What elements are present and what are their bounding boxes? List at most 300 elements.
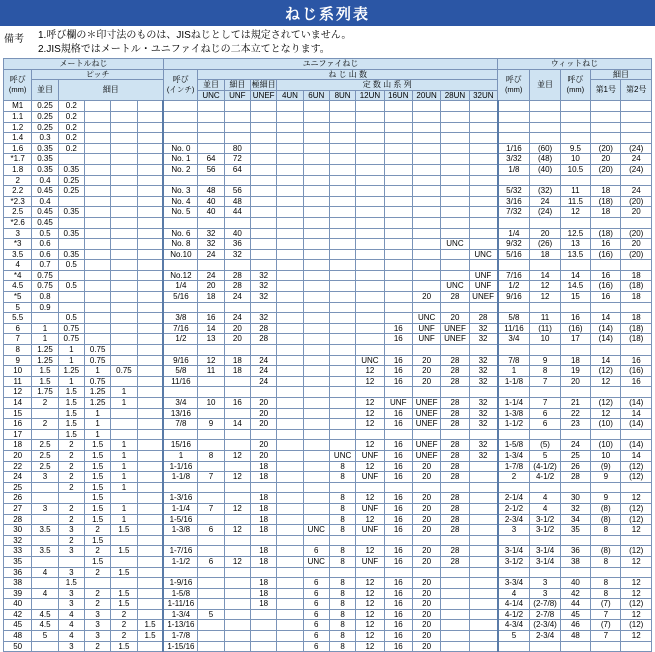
unified-series-cell	[356, 334, 384, 345]
metric-fine-cell: 0.35	[58, 164, 84, 175]
unified-series-cell	[469, 461, 497, 472]
unified-series-cell	[356, 186, 384, 197]
unified-series-cell	[469, 217, 497, 228]
whitworth-no1-cell	[591, 567, 621, 578]
unified-unf-cell: 12	[224, 556, 250, 567]
whitworth-call-cell: 3-1/2	[498, 556, 530, 567]
metric-fine-cell	[137, 133, 163, 144]
metric-call-cell: 2.5	[4, 207, 32, 218]
metric-fine-cell	[137, 345, 163, 356]
unified-series-cell	[412, 535, 440, 546]
unified-series-cell: 28	[441, 556, 469, 567]
unified-call-cell: 7/16	[163, 323, 197, 334]
unified-series-cell: 6	[303, 578, 329, 589]
unified-series-cell: UNC	[303, 556, 329, 567]
metric-fine-cell	[111, 376, 137, 387]
metric-fine-cell	[58, 556, 84, 567]
whitworth-coarse-cell	[530, 122, 560, 133]
unified-call-cell: No.10	[163, 249, 197, 260]
unified-series-cell	[469, 239, 497, 250]
whitworth-no2-cell	[621, 101, 652, 112]
unified-series-cell	[441, 249, 469, 260]
whitworth-coarse-cell	[530, 217, 560, 228]
unified-unef-cell	[251, 207, 277, 218]
metric-fine-cell	[111, 556, 137, 567]
metric-fine-cell: 3	[84, 620, 110, 631]
whitworth-no2-cell: (14)	[621, 440, 652, 451]
metric-fine-cell	[137, 609, 163, 620]
unified-unc-cell: 64	[198, 154, 224, 165]
unified-series-cell: 20	[412, 514, 440, 525]
whitworth-coarse-cell: 9	[530, 355, 560, 366]
unified-series-cell	[469, 101, 497, 112]
unified-unc-cell	[198, 101, 224, 112]
whitworth-coarse-cell: 18	[530, 249, 560, 260]
unified-unef-cell: 32	[251, 292, 277, 303]
unified-unf-cell: 28	[224, 270, 250, 281]
metric-fine-cell: 0.75	[111, 366, 137, 377]
unified-series-cell: 28	[469, 313, 497, 324]
unified-series-cell	[303, 228, 329, 239]
metric-coarse-cell: 0.3	[32, 133, 58, 144]
whitworth-no2-cell: (14)	[621, 398, 652, 409]
unified-series-cell	[469, 133, 497, 144]
unified-series-cell	[277, 599, 303, 610]
metric-call-cell: *1.7	[4, 154, 32, 165]
unified-series-cell	[412, 567, 440, 578]
unified-series-cell: 16	[384, 599, 412, 610]
whitworth-no2-cell: (24)	[621, 143, 652, 154]
metric-fine-cell: 1.5	[58, 387, 84, 398]
unified-series-cell	[384, 133, 412, 144]
unified-series-cell	[277, 111, 303, 122]
unified-unf-cell: 24	[224, 313, 250, 324]
whitworth-call-cell	[498, 482, 530, 493]
whitworth-call2-cell: 35	[560, 525, 590, 536]
header-w-fine: 細目	[591, 69, 652, 80]
unified-series-cell	[303, 440, 329, 451]
metric-call-cell: 1.4	[4, 133, 32, 144]
whitworth-no2-cell	[621, 175, 652, 186]
metric-call-cell: 4	[4, 260, 32, 271]
unified-series-cell	[469, 641, 497, 652]
unified-series-cell	[356, 207, 384, 218]
metric-fine-cell	[137, 207, 163, 218]
unified-unef-cell	[251, 387, 277, 398]
metric-fine-cell: 1.5	[84, 493, 110, 504]
table-row	[4, 239, 652, 250]
metric-fine-cell: 1.5	[84, 514, 110, 525]
header-uni-extrafine: 極細目	[251, 80, 276, 90]
whitworth-no2-cell: 18	[621, 270, 652, 281]
metric-fine-cell	[84, 239, 110, 250]
unified-series-cell: UNC	[303, 525, 329, 536]
unified-unf-cell	[224, 641, 250, 652]
whitworth-no2-cell: (12)	[621, 620, 652, 631]
unified-unc-cell	[198, 133, 224, 144]
metric-fine-cell	[84, 175, 110, 186]
whitworth-call-cell	[498, 641, 530, 652]
unified-call-cell: 1-7/8	[163, 631, 197, 642]
table-row	[4, 429, 652, 440]
metric-fine-cell	[137, 101, 163, 112]
metric-coarse-cell: 1.25	[32, 355, 58, 366]
metric-fine-cell: 1.5	[84, 503, 110, 514]
unified-series-cell	[469, 567, 497, 578]
metric-call-cell: 18	[4, 440, 32, 451]
metric-call-cell: 2	[4, 175, 32, 186]
whitworth-coarse-cell	[530, 260, 560, 271]
metric-fine-cell	[137, 111, 163, 122]
whitworth-no1-cell: 12	[591, 376, 621, 387]
whitworth-coarse-cell: 8	[530, 366, 560, 377]
whitworth-call2-cell	[560, 101, 590, 112]
unified-series-cell	[441, 122, 469, 133]
unified-series-cell: 12	[356, 588, 384, 599]
unified-call-cell: 1-1/16	[163, 461, 197, 472]
metric-call-cell: *2.3	[4, 196, 32, 207]
whitworth-no1-cell: 9	[591, 493, 621, 504]
unified-series-cell	[329, 408, 355, 419]
whitworth-no1-cell: 10	[591, 450, 621, 461]
metric-fine-cell: 1.5	[58, 398, 84, 409]
whitworth-coarse-cell	[530, 345, 560, 356]
unified-unc-cell	[198, 546, 224, 557]
whitworth-no1-cell: (14)	[591, 323, 621, 334]
unified-unf-cell	[224, 578, 250, 589]
whitworth-no1-cell: (20)	[591, 143, 621, 154]
whitworth-call2-cell	[560, 482, 590, 493]
unified-series-cell	[329, 419, 355, 430]
unified-series-cell: 16	[384, 620, 412, 631]
unified-series-cell: 32	[469, 450, 497, 461]
unified-unc-cell	[198, 599, 224, 610]
unified-series-cell	[277, 641, 303, 652]
metric-fine-cell: 0.5	[58, 260, 84, 271]
metric-fine-cell: 2	[111, 620, 137, 631]
unified-series-cell	[303, 111, 329, 122]
unified-unc-cell	[198, 578, 224, 589]
metric-fine-cell: 1.5	[111, 641, 137, 652]
whitworth-no2-cell: (12)	[621, 461, 652, 472]
table-row	[4, 482, 652, 493]
unified-series-cell: 16	[384, 631, 412, 642]
table-row	[4, 493, 652, 504]
metric-fine-cell	[137, 514, 163, 525]
unified-call-cell: 1/2	[163, 334, 197, 345]
whitworth-call2-cell: 11.5	[560, 196, 590, 207]
unified-series-cell: 12	[356, 419, 384, 430]
metric-fine-cell: 0.2	[58, 133, 84, 144]
metric-fine-cell	[137, 366, 163, 377]
whitworth-call2-cell: 34	[560, 514, 590, 525]
whitworth-coarse-cell: (2-7/8)	[530, 599, 560, 610]
metric-coarse-cell: 2	[32, 419, 58, 430]
unified-unf-cell	[224, 101, 250, 112]
table-row	[4, 111, 652, 122]
unified-unef-cell	[251, 154, 277, 165]
metric-fine-cell	[111, 239, 137, 250]
unified-series-cell	[469, 345, 497, 356]
whitworth-call2-cell: 13.5	[560, 249, 590, 260]
metric-call-cell: 39	[4, 588, 32, 599]
metric-coarse-cell: 0.9	[32, 302, 58, 313]
unified-series-cell	[329, 355, 355, 366]
whitworth-call-cell: 1-1/2	[498, 419, 530, 430]
unified-series-cell: 20	[412, 631, 440, 642]
unified-series-cell: 8	[329, 556, 355, 567]
metric-fine-cell: 1	[111, 440, 137, 451]
unified-unc-cell	[198, 514, 224, 525]
table-row	[4, 419, 652, 430]
whitworth-coarse-cell: 11	[530, 313, 560, 324]
whitworth-call2-cell: 19	[560, 366, 590, 377]
unified-series-cell	[356, 175, 384, 186]
unified-series-cell	[303, 535, 329, 546]
unified-unc-cell: 5	[198, 609, 224, 620]
unified-unef-cell	[251, 535, 277, 546]
whitworth-no2-cell: (18)	[621, 281, 652, 292]
unified-series-cell	[469, 599, 497, 610]
table-row	[4, 249, 652, 260]
table-row	[4, 620, 652, 631]
unified-unf-cell	[224, 111, 250, 122]
unified-series-cell: 16	[384, 503, 412, 514]
whitworth-no1-cell: (18)	[591, 196, 621, 207]
unified-series-cell	[329, 122, 355, 133]
unified-series-cell: UNC	[356, 355, 384, 366]
metric-fine-cell	[84, 164, 110, 175]
unified-series-cell: 8	[329, 609, 355, 620]
metric-call-cell: 1.1	[4, 111, 32, 122]
unified-series-cell	[277, 249, 303, 260]
metric-fine-cell	[137, 599, 163, 610]
unified-series-cell	[277, 345, 303, 356]
table-row	[4, 578, 652, 589]
table-row	[4, 535, 652, 546]
unified-series-cell: 20	[412, 366, 440, 377]
unified-call-cell	[163, 535, 197, 546]
unified-series-cell	[441, 143, 469, 154]
whitworth-coarse-cell: 7	[530, 376, 560, 387]
unified-series-cell	[303, 122, 329, 133]
whitworth-call-cell	[498, 260, 530, 271]
unified-series-cell	[384, 196, 412, 207]
metric-fine-cell: 3	[58, 546, 84, 557]
unified-series-cell	[469, 588, 497, 599]
unified-unc-cell: 40	[198, 207, 224, 218]
unified-series-cell: 8	[329, 641, 355, 652]
metric-fine-cell	[111, 228, 137, 239]
metric-fine-cell: 1.5	[111, 588, 137, 599]
unified-series-cell	[329, 239, 355, 250]
table-row	[4, 281, 652, 292]
whitworth-call-cell	[498, 217, 530, 228]
header-uni-fine: 細目	[224, 80, 250, 91]
metric-coarse-cell: 4	[32, 588, 58, 599]
whitworth-call2-cell: 18	[560, 355, 590, 366]
metric-call-cell: 20	[4, 450, 32, 461]
metric-fine-cell: 1.5	[84, 472, 110, 483]
unified-series-cell	[384, 207, 412, 218]
unified-series-cell	[303, 313, 329, 324]
metric-fine-cell: 3	[84, 631, 110, 642]
whitworth-no1-cell	[591, 302, 621, 313]
unified-series-cell	[303, 249, 329, 260]
metric-fine-cell: 0.5	[58, 281, 84, 292]
metric-coarse-cell: 0.25	[32, 101, 58, 112]
metric-fine-cell: 1	[84, 408, 110, 419]
unified-series-cell: UNF	[384, 398, 412, 409]
whitworth-no1-cell	[591, 429, 621, 440]
whitworth-call2-cell: 25	[560, 450, 590, 461]
unified-series-cell: 28	[441, 503, 469, 514]
metric-fine-cell	[84, 302, 110, 313]
unified-unf-cell: 48	[224, 196, 250, 207]
unified-series-cell: 6	[303, 641, 329, 652]
metric-fine-cell	[58, 239, 84, 250]
unified-series-cell	[441, 196, 469, 207]
unified-call-cell: 11/16	[163, 376, 197, 387]
whitworth-call-cell	[498, 101, 530, 112]
metric-fine-cell: 2	[58, 472, 84, 483]
unified-series-cell	[412, 260, 440, 271]
table-row	[4, 154, 652, 165]
whitworth-no2-cell: 24	[621, 154, 652, 165]
unified-series-cell	[469, 186, 497, 197]
table-row	[4, 186, 652, 197]
unified-unc-cell	[198, 345, 224, 356]
unified-series-cell: 28	[441, 376, 469, 387]
unified-series-cell	[469, 196, 497, 207]
metric-fine-cell	[111, 578, 137, 589]
unified-series-cell	[469, 207, 497, 218]
metric-fine-cell: 1	[58, 355, 84, 366]
whitworth-no1-cell: (8)	[591, 546, 621, 557]
metric-fine-cell	[137, 429, 163, 440]
whitworth-coarse-cell: 12	[530, 281, 560, 292]
unified-series-cell	[303, 429, 329, 440]
whitworth-no1-cell: (14)	[591, 334, 621, 345]
whitworth-call-cell: 4-1/2	[498, 609, 530, 620]
whitworth-call2-cell: 42	[560, 588, 590, 599]
unified-unf-cell	[224, 175, 250, 186]
metric-fine-cell: 0.25	[58, 175, 84, 186]
metric-coarse-cell: 0.25	[32, 111, 58, 122]
metric-fine-cell: 3	[58, 567, 84, 578]
whitworth-no2-cell	[621, 482, 652, 493]
metric-fine-cell	[84, 270, 110, 281]
whitworth-call2-cell	[560, 133, 590, 144]
unified-unf-cell	[224, 567, 250, 578]
unified-series-cell: 28	[441, 525, 469, 536]
unified-series-cell	[441, 228, 469, 239]
unified-unf-cell	[224, 461, 250, 472]
unified-series-cell: 12	[356, 641, 384, 652]
metric-fine-cell: 0.2	[58, 143, 84, 154]
metric-call-cell: 30	[4, 525, 32, 536]
unified-series-cell	[441, 387, 469, 398]
unified-series-cell: 12	[356, 620, 384, 631]
metric-coarse-cell	[32, 313, 58, 324]
whitworth-call-cell	[498, 429, 530, 440]
unified-unf-cell	[224, 440, 250, 451]
metric-fine-cell	[137, 461, 163, 472]
unified-series-cell: 20	[412, 599, 440, 610]
whitworth-call-cell: 4	[498, 588, 530, 599]
unified-series-cell: 16	[384, 440, 412, 451]
table-row	[4, 546, 652, 557]
table-row	[4, 387, 652, 398]
unified-series-cell: 32	[469, 334, 497, 345]
unified-unef-cell: 18	[251, 556, 277, 567]
unified-unc-cell: 9	[198, 419, 224, 430]
unified-series-cell: UNC	[412, 313, 440, 324]
metric-call-cell: 8	[4, 345, 32, 356]
unified-call-cell	[163, 429, 197, 440]
whitworth-no1-cell	[591, 217, 621, 228]
unified-series-cell: 16	[384, 419, 412, 430]
unified-series-cell: 16	[384, 376, 412, 387]
unified-series-cell	[384, 302, 412, 313]
metric-fine-cell: 3	[58, 588, 84, 599]
unified-series-cell	[329, 482, 355, 493]
unified-series-cell	[303, 472, 329, 483]
metric-call-cell: 6	[4, 323, 32, 334]
metric-fine-cell	[111, 122, 137, 133]
unified-series-cell: 16	[384, 641, 412, 652]
unified-unef-cell: 32	[251, 313, 277, 324]
whitworth-call-cell: 1-1/8	[498, 376, 530, 387]
metric-call-cell: *4	[4, 270, 32, 281]
metric-call-cell: 50	[4, 641, 32, 652]
whitworth-no1-cell: 8	[591, 578, 621, 589]
unified-series-cell	[384, 111, 412, 122]
metric-fine-cell	[111, 101, 137, 112]
metric-fine-cell	[111, 143, 137, 154]
unified-series-cell	[384, 228, 412, 239]
header-series-8un: 8UN	[329, 90, 355, 101]
table-row	[4, 207, 652, 218]
unified-series-cell: 32	[469, 440, 497, 451]
whitworth-call-cell: 1/2	[498, 281, 530, 292]
metric-fine-cell: 2	[58, 450, 84, 461]
unified-unf-cell: 44	[224, 207, 250, 218]
unified-series-cell	[384, 164, 412, 175]
whitworth-call2-cell: 15	[560, 292, 590, 303]
whitworth-call-cell: 7/16	[498, 270, 530, 281]
whitworth-call2-cell: 21	[560, 398, 590, 409]
unified-series-cell: 32	[469, 408, 497, 419]
whitworth-coarse-cell	[530, 429, 560, 440]
unified-series-cell	[277, 366, 303, 377]
unified-series-cell	[277, 164, 303, 175]
unified-unf-cell: 72	[224, 154, 250, 165]
unified-series-cell: 20	[412, 472, 440, 483]
unified-series-cell	[441, 588, 469, 599]
metric-coarse-cell: 1.5	[32, 376, 58, 387]
metric-fine-cell: 1	[58, 376, 84, 387]
unified-series-cell: 12	[356, 514, 384, 525]
metric-coarse-cell: 4	[32, 567, 58, 578]
metric-fine-cell: 1.5	[84, 482, 110, 493]
metric-fine-cell: 1.25	[84, 387, 110, 398]
unified-series-cell	[356, 429, 384, 440]
unified-series-cell: 8	[329, 620, 355, 631]
metric-fine-cell	[137, 472, 163, 483]
metric-fine-cell: 0.35	[58, 207, 84, 218]
whitworth-coarse-cell	[530, 111, 560, 122]
